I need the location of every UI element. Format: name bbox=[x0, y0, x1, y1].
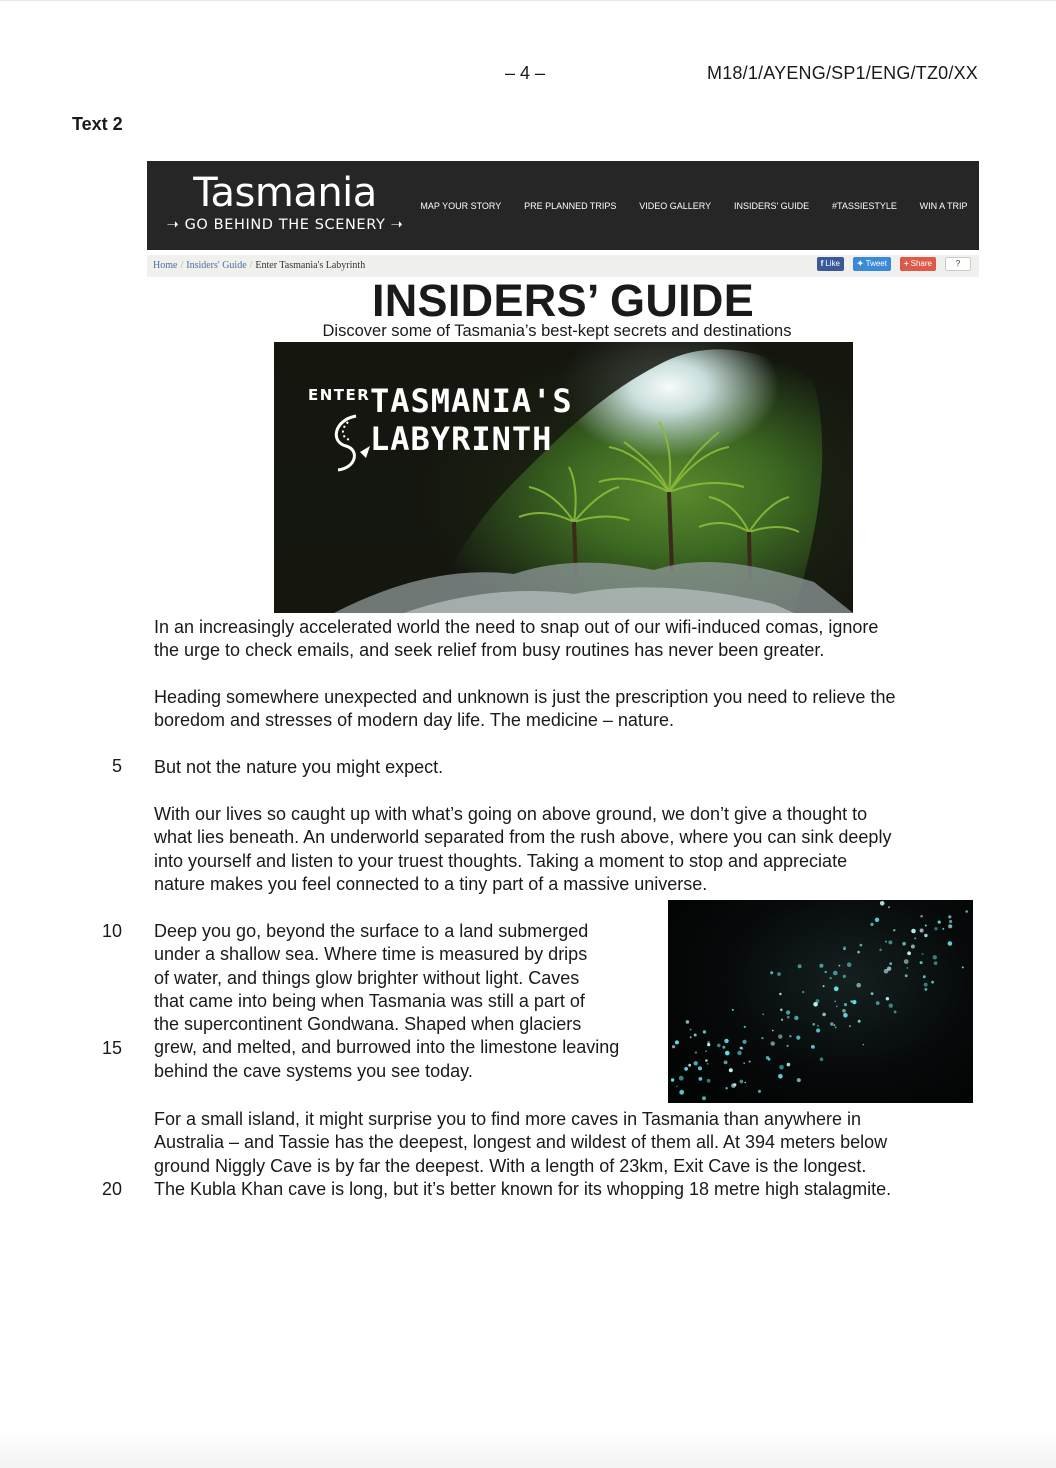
glow-worm-dot bbox=[778, 1034, 782, 1038]
glow-worm-dot bbox=[761, 1037, 763, 1039]
line-number-20: 20 bbox=[101, 1179, 122, 1199]
glow-worm-dot bbox=[925, 925, 927, 927]
glow-worm-dot bbox=[802, 991, 804, 993]
glow-worm-dot bbox=[686, 1020, 690, 1024]
glow-worm-dot bbox=[829, 977, 831, 979]
glow-worm-dot bbox=[672, 1045, 675, 1048]
glow-worm-dot bbox=[707, 1079, 711, 1083]
glow-worm-dot bbox=[876, 1001, 880, 1005]
breadcrumb-current: Enter Tasmania's Labyrinth bbox=[255, 260, 366, 271]
glow-worm-dot bbox=[834, 986, 839, 991]
glow-worm-dot bbox=[749, 1061, 751, 1063]
glow-worm-dot bbox=[835, 1026, 837, 1028]
glow-worm-dot bbox=[904, 959, 909, 964]
glow-worm-dots bbox=[668, 900, 973, 1103]
glow-worm-dot bbox=[857, 951, 860, 954]
glow-worm-dot bbox=[694, 1034, 697, 1037]
glow-worm-dot bbox=[860, 944, 863, 947]
glow-worm-dot bbox=[740, 1080, 744, 1084]
glow-worm-dot bbox=[705, 1050, 707, 1052]
hero-title-line1: TASMANIA'S bbox=[370, 382, 573, 420]
share-button[interactable]: + Share bbox=[900, 257, 936, 271]
glow-worm-dot bbox=[786, 1010, 790, 1014]
glow-worm-dot bbox=[885, 941, 887, 943]
glow-worm-dot bbox=[825, 971, 827, 973]
glow-worm-dot bbox=[811, 1045, 815, 1049]
help-button[interactable]: ? bbox=[945, 257, 971, 271]
paragraph-1: In an increasingly accelerated world the need to snap out of our wifi-induced comas, ignore the urge to check emails, and seek relief from busy routines has never been greater. bbox=[154, 617, 879, 661]
glow-worm-dot bbox=[839, 965, 841, 967]
glow-worm-dot bbox=[834, 1024, 836, 1026]
glow-worm-dot bbox=[762, 1013, 764, 1015]
glow-worm-dot bbox=[737, 1051, 741, 1055]
glow-worm-dot bbox=[879, 949, 882, 952]
breadcrumb-home[interactable]: Home bbox=[153, 260, 178, 271]
glow-worm-dot bbox=[787, 1016, 790, 1019]
glow-worm-dot bbox=[743, 1062, 745, 1064]
glow-worm-dot bbox=[844, 1003, 847, 1006]
glow-worm-dot bbox=[889, 962, 892, 965]
glow-worm-dot bbox=[852, 1000, 856, 1004]
glow-worm-dot bbox=[875, 918, 879, 922]
glow-worm-dot bbox=[965, 910, 968, 913]
glow-worm-dot bbox=[858, 1020, 861, 1023]
glow-worm-dot bbox=[724, 1061, 728, 1065]
glow-worm-dot bbox=[725, 1051, 728, 1054]
arrow-left-icon: ➝ bbox=[166, 217, 180, 233]
glow-worm-dot bbox=[699, 1077, 703, 1081]
glow-worm-dot bbox=[797, 1078, 801, 1082]
nav-pre-planned-trips[interactable]: PRE PLANNED TRIPS bbox=[524, 200, 617, 211]
logo-tagline: ➝ GO BEHIND THE SCENERY ➝ bbox=[166, 217, 404, 233]
breadcrumb bbox=[153, 260, 365, 271]
glow-worm-dot bbox=[676, 1085, 678, 1087]
glow-worm-dot bbox=[836, 1006, 838, 1008]
glow-worm-dot bbox=[931, 981, 934, 984]
logo-title: Tasmania bbox=[193, 170, 377, 216]
glow-worm-dot bbox=[844, 948, 846, 950]
nav-insiders-guide[interactable]: INSIDERS' GUIDE bbox=[733, 200, 810, 211]
glow-worm-dot bbox=[886, 997, 889, 1000]
glow-worm-dot bbox=[920, 961, 923, 964]
glow-worm-dot bbox=[843, 1013, 848, 1018]
glow-worm-dot bbox=[920, 915, 922, 917]
glow-worm-dot bbox=[905, 974, 908, 977]
glow-worm-dot bbox=[787, 1063, 791, 1067]
glow-worm-dot bbox=[842, 1009, 846, 1013]
glow-worm-dot bbox=[902, 942, 906, 946]
glow-worm-dot bbox=[880, 901, 885, 906]
glow-worm-dot bbox=[695, 1051, 697, 1053]
glow-worm-dot bbox=[796, 1036, 800, 1040]
glow-worm-dot bbox=[948, 924, 952, 928]
glow-worm-dot bbox=[779, 993, 781, 995]
main-nav bbox=[409, 161, 979, 250]
glow-worm-dot bbox=[833, 971, 838, 976]
glow-worm-dot bbox=[934, 927, 937, 930]
line-number-15: 15 bbox=[101, 1038, 122, 1058]
glow-worm-dot bbox=[907, 951, 911, 955]
glow-worm-dot bbox=[914, 937, 916, 939]
glow-worm-dot bbox=[830, 1022, 833, 1025]
glow-worm-dot bbox=[820, 1058, 824, 1062]
glow-worm-dot bbox=[822, 1013, 826, 1017]
glow-worm-dot bbox=[766, 1056, 769, 1059]
glow-worm-dot bbox=[770, 971, 773, 974]
article-subtitle: Discover some of Tasmania’s best-kept secrets and destinations bbox=[322, 322, 792, 340]
glow-worm-dot bbox=[894, 1011, 897, 1014]
paragraph-3: But not the nature you might expect. bbox=[154, 757, 444, 777]
glow-worm-dot bbox=[871, 992, 874, 995]
glow-worm-dot bbox=[717, 1044, 721, 1048]
glow-worm-dot bbox=[690, 1036, 692, 1038]
glow-worm-dot bbox=[925, 988, 928, 991]
breadcrumb-separator: / bbox=[180, 260, 184, 271]
glow-worm-dot bbox=[924, 934, 927, 937]
page-number: – 4 – bbox=[505, 63, 546, 83]
glow-worm-dot bbox=[849, 1025, 851, 1027]
glow-worm-dot bbox=[772, 1030, 774, 1032]
page-bottom-edge bbox=[0, 1428, 1056, 1468]
glow-worm-dot bbox=[847, 962, 852, 967]
nav-video-gallery[interactable]: VIDEO GALLERY bbox=[639, 200, 712, 211]
glow-worm-dot bbox=[922, 953, 924, 955]
glow-worm-dot bbox=[758, 1090, 761, 1093]
glow-worm-dot bbox=[732, 1009, 734, 1011]
site-logo[interactable] bbox=[165, 171, 405, 233]
glow-worm-dot bbox=[856, 983, 861, 988]
glow-worm-dot bbox=[725, 1087, 727, 1089]
glow-worm-dot bbox=[679, 1090, 684, 1095]
glow-worm-dot bbox=[948, 941, 953, 946]
glow-worm-dot bbox=[817, 1025, 819, 1027]
glow-worm-dot bbox=[698, 1066, 702, 1070]
glow-worm-dot bbox=[702, 1096, 706, 1100]
glow-worm-dot bbox=[671, 1078, 674, 1081]
paragraph-6: For a small island, it might surprise you to find more caves in Tasmania than anywhere in Australia – and Tassie has the deepest, longest and wildest of them all. At 394 meters below ground Niggly Cave is by far the deepest. With a length of 23km, Exit Cave is the longest. The Kubla Khan cave is long, but it’s better known for its whopping 18 metre high stalagmite. bbox=[154, 1109, 892, 1199]
twitter-icon: ✦ bbox=[856, 259, 864, 268]
glow-worm-dot bbox=[843, 975, 846, 978]
glow-worm-dot bbox=[707, 1063, 709, 1065]
glow-worm-dot bbox=[690, 1029, 692, 1031]
glow-worm-dot bbox=[771, 1041, 775, 1045]
glow-worm-dot bbox=[933, 955, 937, 959]
tweet-button[interactable]: ✦ Tweet bbox=[853, 257, 891, 271]
glow-worm-dot bbox=[724, 1039, 728, 1043]
nav-win-a-trip[interactable]: WIN A TRIP bbox=[919, 200, 968, 211]
glow-worm-dot bbox=[787, 1045, 789, 1047]
glow-worm-dot bbox=[934, 961, 938, 965]
glow-worm-dot bbox=[740, 1047, 743, 1050]
nav-tassiestyle[interactable]: #TASSIESTYLE bbox=[832, 200, 897, 211]
site-banner bbox=[147, 161, 979, 250]
social-buttons bbox=[817, 257, 971, 271]
glow-worm-dot bbox=[884, 969, 889, 974]
breadcrumb-insiders-guide[interactable]: Insiders' Guide bbox=[186, 260, 247, 271]
glow-worm-dot bbox=[722, 1046, 725, 1049]
hero-enter-text: ENTER bbox=[308, 386, 371, 404]
paragraph-5: Deep you go, beyond the surface to a land submerged under a shallow sea. Where time is measured by drips of water, and things glow brighter without light. Caves that came into being when Tasmania was still a part of the supercontinent Gondwana. Shaped when glaciers grew, and melted, and burrowed into the limestone leaving behind the cave systems you see today. bbox=[154, 921, 620, 1081]
glow-worm-dot bbox=[781, 1019, 783, 1021]
glow-worm-dot bbox=[777, 972, 781, 976]
line-number-10: 10 bbox=[101, 921, 122, 941]
glow-worm-dot bbox=[863, 1044, 865, 1046]
exam-code: M18/1/AYENG/SP1/ENG/TZ0/XX bbox=[707, 63, 978, 83]
glow-worm-dot bbox=[907, 967, 909, 969]
glow-worm-dot bbox=[707, 1043, 710, 1046]
glow-worm-dot bbox=[923, 975, 926, 978]
glow-worm-dot bbox=[684, 1067, 688, 1071]
glow-worm-dot bbox=[798, 964, 802, 968]
glow-worm-dot bbox=[888, 940, 892, 944]
breadcrumb-bar bbox=[147, 255, 979, 277]
glow-worm-dot bbox=[942, 928, 944, 930]
glow-worm-dot bbox=[962, 966, 964, 968]
share-icon: + bbox=[903, 259, 909, 268]
glow-worm-dot bbox=[731, 1083, 736, 1088]
glow-worm-dot bbox=[823, 985, 825, 987]
hero-title-line2: LABYRINTH bbox=[370, 420, 553, 458]
glow-worm-dot bbox=[948, 915, 951, 918]
arrow-right-icon: ➝ bbox=[390, 217, 404, 233]
glow-worm-dot bbox=[744, 1082, 746, 1084]
glow-worm-dot bbox=[920, 929, 924, 933]
glow-worm-dot bbox=[888, 906, 890, 908]
glow-worm-dot bbox=[744, 1026, 746, 1028]
line-number-5: 5 bbox=[111, 756, 122, 776]
glow-worm-dot bbox=[819, 964, 823, 968]
nav-map-your-story[interactable]: MAP YOUR STORY bbox=[420, 200, 502, 211]
glow-worm-dot bbox=[834, 1001, 836, 1003]
facebook-like-button[interactable]: f Like bbox=[817, 257, 844, 271]
labyrinth-squiggle-icon bbox=[326, 412, 374, 474]
glow-worm-dot bbox=[794, 1016, 798, 1020]
hero-image-cave bbox=[274, 342, 853, 613]
glow-worm-dot bbox=[779, 1065, 784, 1070]
glow-worm-dot bbox=[889, 1004, 893, 1008]
glow-worm-dot bbox=[694, 1061, 698, 1065]
glow-worm-dot bbox=[703, 1030, 706, 1033]
glow-worm-dot bbox=[729, 1068, 733, 1072]
glow-worm-dot bbox=[816, 1029, 820, 1033]
paragraph-4: With our lives so caught up with what’s going on above ground, we don’t give a thought to what lies beneath. An underworld separated from the rush above, where you can sink deeply into yourself and listen to your truest thoughts. Taking a moment to stop and appreciate nature makes you feel connected to a tiny part of a massive universe. bbox=[154, 804, 892, 894]
glow-worm-dot bbox=[789, 1035, 791, 1037]
glow-worm-cave-image bbox=[668, 900, 973, 1103]
text-label: Text 2 bbox=[72, 114, 123, 134]
glow-worm-dot bbox=[705, 1059, 708, 1062]
glow-worm-dot bbox=[911, 945, 915, 949]
glow-worm-dot bbox=[938, 921, 941, 924]
glow-worm-dot bbox=[870, 923, 873, 926]
facebook-icon: f bbox=[820, 259, 824, 268]
glow-worm-dot bbox=[679, 1076, 684, 1081]
breadcrumb-separator: / bbox=[249, 260, 253, 271]
glow-worm-dot bbox=[675, 1040, 679, 1044]
glow-worm-dot bbox=[949, 920, 952, 923]
paragraph-2: Heading somewhere unexpected and unknown is just the prescription you need to relieve the boredom and stresses of modern day life. The medicine – nature. bbox=[154, 687, 896, 731]
glow-worm-dot bbox=[778, 1074, 783, 1079]
glow-worm-dot bbox=[813, 1023, 816, 1026]
glow-worm-dot bbox=[893, 929, 895, 931]
glow-worm-dot bbox=[742, 1040, 746, 1044]
glow-worm-dot bbox=[924, 983, 928, 987]
article-title: INSIDERS’ GUIDE bbox=[371, 275, 755, 326]
glow-worm-dot bbox=[688, 1064, 691, 1067]
glow-worm-dot bbox=[813, 1002, 818, 1007]
glow-worm-dot bbox=[780, 1009, 783, 1012]
glow-worm-dot bbox=[911, 929, 916, 934]
